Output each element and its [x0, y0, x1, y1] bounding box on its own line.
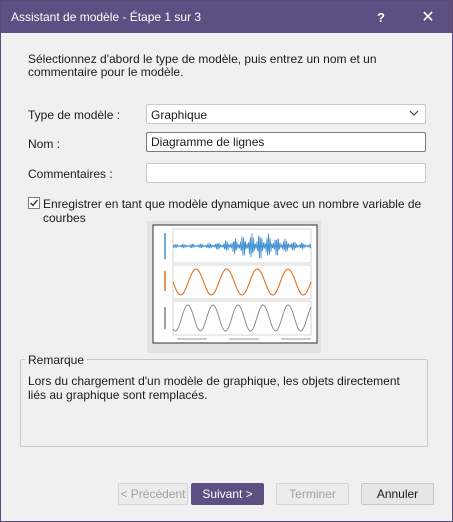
chevron-down-icon	[409, 108, 419, 118]
remark-groupbox	[20, 359, 428, 447]
template-type-dropdown[interactable]	[146, 104, 426, 124]
next-button[interactable]: Suivant >	[191, 483, 264, 505]
comment-label: Commentaires :	[28, 167, 113, 181]
previous-button[interactable]: < Précédent	[118, 483, 188, 505]
template-preview-image	[147, 221, 321, 353]
close-button[interactable]: ✕	[421, 9, 435, 26]
type-label: Type de modèle :	[28, 108, 121, 122]
remark-title: Remarque	[25, 353, 87, 367]
dynamic-template-label[interactable]: Enregistrer en tant que modèle dynamique avec un nombre variable de courbes	[43, 197, 422, 225]
checkmark-icon	[29, 198, 39, 208]
preview-chart-graphic	[147, 221, 321, 353]
dynamic-template-checkbox[interactable]	[28, 197, 40, 209]
help-button[interactable]: ?	[377, 9, 385, 25]
title-bar[interactable]	[1, 1, 452, 33]
finish-button[interactable]: Terminer	[276, 483, 349, 505]
template-type-value: Graphique	[151, 108, 208, 122]
dialog-body	[1, 33, 452, 521]
window-title: Assistant de modèle - Étape 1 sur 3	[11, 10, 202, 24]
name-input[interactable]	[146, 132, 426, 152]
intro-text: Sélectionnez d'abord le type de modèle, puis entrez un nom et un commentaire pour le modèle.	[28, 52, 377, 79]
remark-text: Lors du chargement d'un modèle de graphique, les objets directement liés au graphique sont remplacés.	[28, 374, 400, 402]
comment-input[interactable]	[146, 163, 426, 183]
cancel-button[interactable]: Annuler	[361, 483, 434, 505]
name-label: Nom :	[28, 137, 61, 151]
